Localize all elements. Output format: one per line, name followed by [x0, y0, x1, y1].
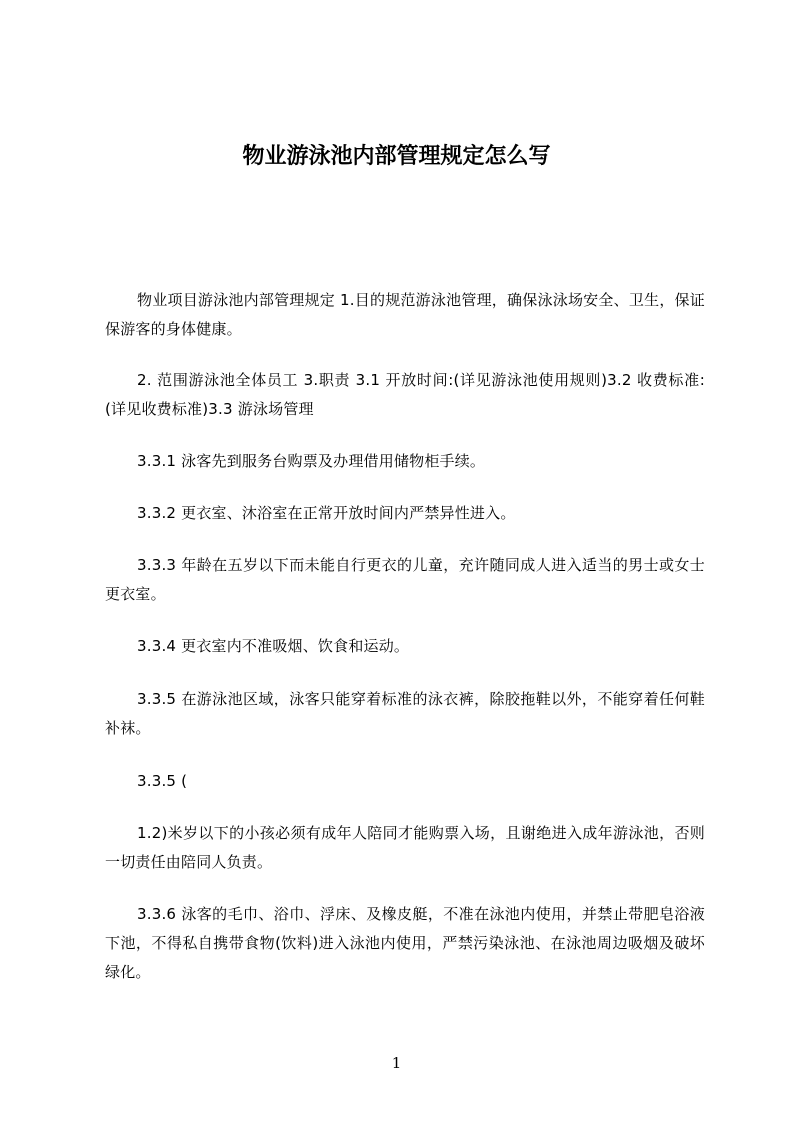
paragraph-3-3-3: 3.3.3 年龄在五岁以下而未能自行更衣的儿童，充许随同成人进入适当的男士或女士更衣室。: [105, 556, 705, 603]
paragraph-children-rule: 1.2)米岁以下的小孩必须有成年人陪同才能购票入场，且谢绝进入成年游泳池，否则一切责任由陪同人负责。: [105, 824, 705, 871]
paragraph-3-3-1: 3.3.1 泳客先到服务台购票及办理借用储物柜手续。: [137, 452, 486, 470]
paragraph-3-3-5: 3.3.5 在游泳池区域，泳客只能穿着标准的泳衣裤，除胶拖鞋以外，不能穿着任何鞋补袜。: [105, 690, 705, 737]
document-title: 物业游泳池内部管理规定怎么写: [242, 144, 551, 169]
paragraph-3-3-2: 3.3.2 更衣室、沐浴室在正常开放时间内严禁异性进入。: [137, 504, 516, 522]
paragraph-3-3-5-open: 3.3.5 (: [137, 772, 188, 790]
paragraph-scope: 2. 范围游泳池全体员工 3.职责 3.1 开放时间:(详见游泳池使用规则)3.2 收费标准:(详见收费标准)3.3 游泳场管理: [105, 371, 705, 418]
paragraph-purpose: 物业项目游泳池内部管理规定 1.目的规范游泳池管理，确保泳泳场安全、卫生，保证保游客的身体健康。: [105, 291, 705, 338]
paragraph-3-3-6: 3.3.6 泳客的毛巾、浴巾、浮床、及橡皮艇，不准在泳池内使用，并禁止带肥皂浴液下池，不得私自携带食物(饮料)进入泳池内使用，严禁污染泳池、在泳池周边吸烟及破坏绿化。: [105, 905, 705, 981]
paragraph-3-3-4: 3.3.4 更衣室内不准吸烟、饮食和运动。: [137, 637, 410, 655]
page-number: 1: [391, 1054, 402, 1072]
